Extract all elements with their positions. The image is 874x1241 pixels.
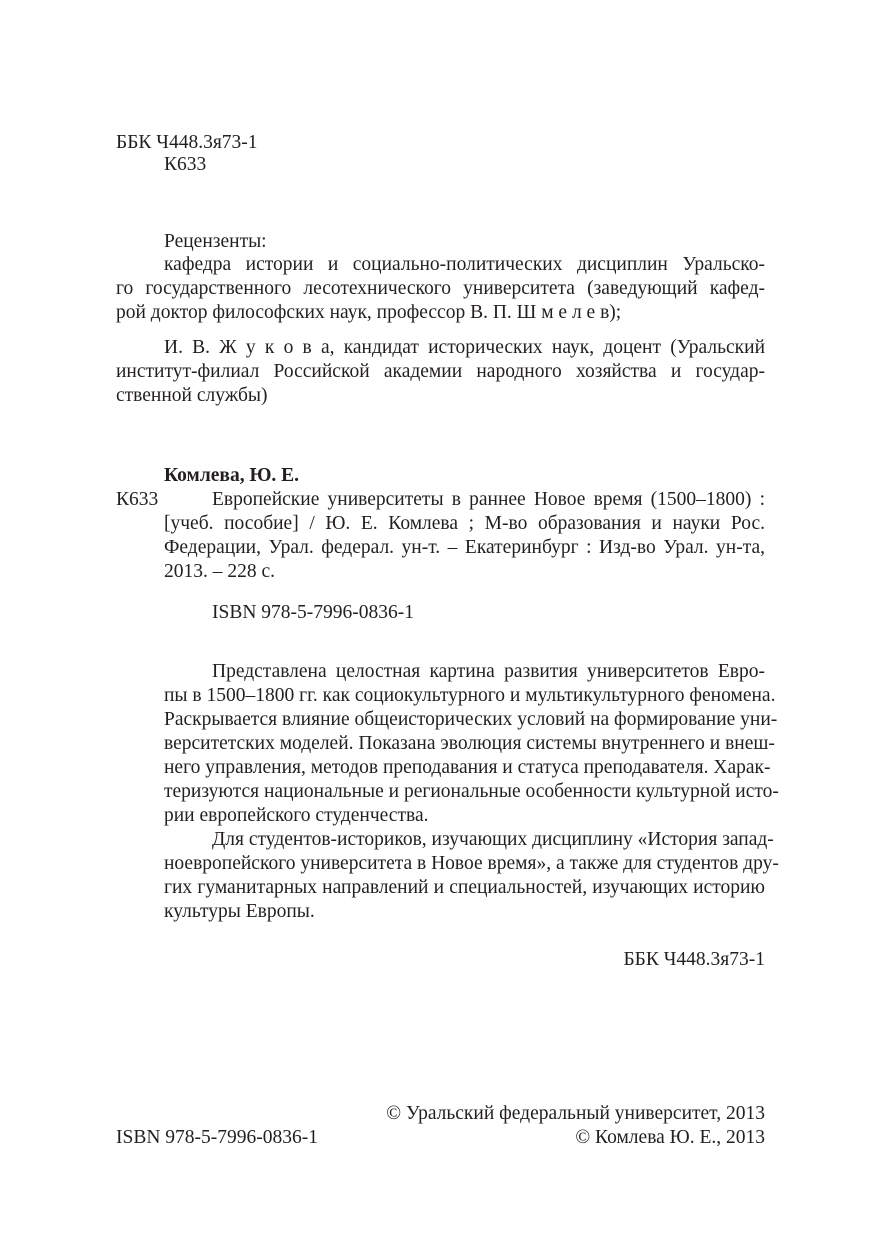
bbk-code-top: ББК Ч448.3я73-1 bbox=[116, 132, 258, 153]
annotation-p1-line: рии европейского студенчества. bbox=[164, 805, 429, 826]
annotation-p1-line: верситетских моделей. Показана эволюция системы внутреннего и внеш- bbox=[164, 733, 775, 754]
footer-isbn: ISBN 978-5-7996-0836-1 bbox=[116, 1127, 319, 1148]
annotation-p1-line: Раскрывается влияние общеисторических условий на формирование уни- bbox=[164, 709, 778, 730]
annotation-p1-line: теризуются национальные и региональные особенности культурной исто- bbox=[164, 781, 779, 802]
reviewer1-line: го государственного лесотехнического университета (заведующий кафед- bbox=[116, 278, 765, 299]
annotation-p1-line: пы в 1500–1800 гг. как социокультурного и мультикультурного феномена. bbox=[164, 685, 776, 706]
annotation-p2-line: Для студентов-историков, изучающих дисциплину «История запад- bbox=[212, 829, 774, 850]
bbk-code-bottom: ББК Ч448.3я73-1 bbox=[623, 949, 765, 970]
reviewer2-line: ственной службы) bbox=[116, 385, 268, 406]
copyright-author: © Комлева Ю. Е., 2013 bbox=[575, 1127, 765, 1148]
annotation-p1-line: него управления, методов преподавания и статуса преподавателя. Харак- bbox=[164, 757, 771, 778]
catalog-entry-line: [учеб. пособие] / Ю. Е. Комлева ; М-во образования и науки Рос. bbox=[164, 513, 765, 534]
reviewer2-line: институт-филиал Российской академии народного хозяйства и государ- bbox=[116, 361, 765, 382]
catalog-entry-line: Европейские университеты в раннее Новое время (1500–1800) : bbox=[212, 489, 765, 510]
catalog-mark: К633 bbox=[116, 489, 159, 510]
reviewer1-line: рой доктор философских наук, профессор В. П. Ш м е л е в); bbox=[116, 302, 622, 323]
annotation-p2-line: ноевропейского университета в Новое время», а также для студентов дру- bbox=[164, 853, 779, 874]
author-mark-top: К633 bbox=[164, 154, 207, 175]
catalog-entry-line: 2013. – 228 с. bbox=[164, 561, 276, 582]
reviewer1-line: кафедра истории и социально-политических дисциплин Уральско- bbox=[164, 254, 765, 275]
copyright-university: © Уральский федеральный университет, 2013 bbox=[386, 1103, 765, 1124]
catalog-entry-line: Федерации, Урал. федерал. ун-т. – Екатеринбург : Изд-во Урал. ун-та, bbox=[164, 537, 765, 558]
annotation-p2-line: культуры Европы. bbox=[164, 901, 315, 922]
annotation-p2-line: гих гуманитарных направлений и специальностей, изучающих историю bbox=[164, 877, 765, 898]
reviewer2-line: И. В. Ж у к о в а, кандидат исторических наук, доцент (Уральский bbox=[164, 337, 765, 358]
reviewers-heading: Рецензенты: bbox=[164, 231, 267, 252]
catalog-author: Комлева, Ю. Е. bbox=[164, 465, 300, 486]
annotation-p1-line: Представлена целостная картина развития университетов Евро- bbox=[212, 661, 765, 682]
catalog-isbn: ISBN 978-5-7996-0836-1 bbox=[212, 602, 415, 623]
